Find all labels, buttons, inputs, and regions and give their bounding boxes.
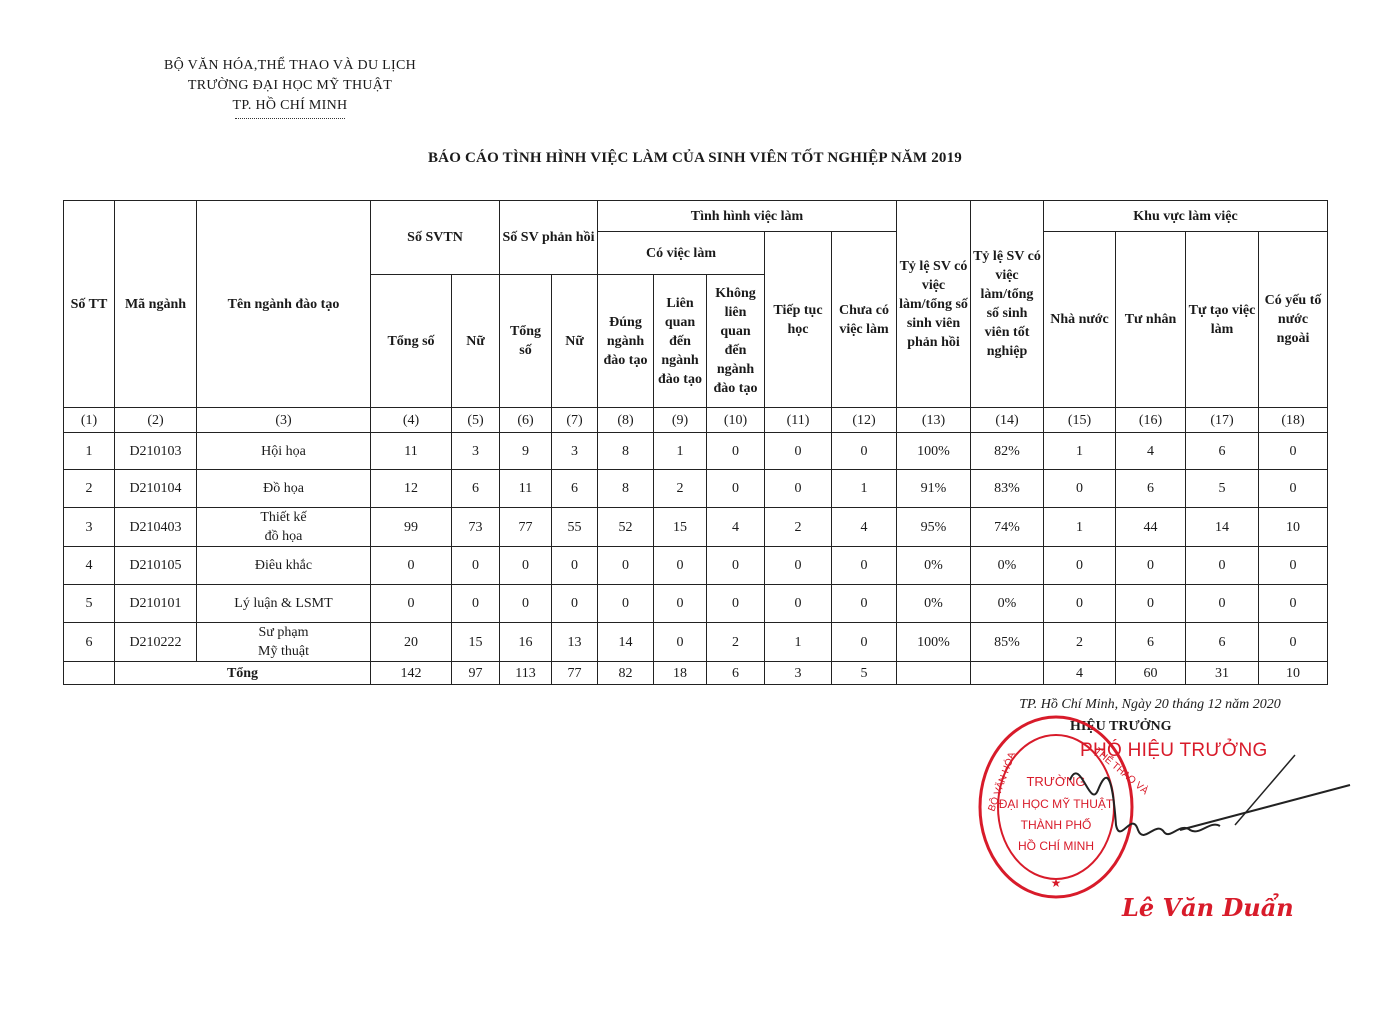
row-cell-stt: 5: [64, 585, 115, 623]
total-row: [64, 662, 1328, 685]
row-cell-ma: D210104: [115, 470, 197, 508]
row-cell-c6: 77: [500, 508, 552, 547]
total-c8: 82: [598, 662, 654, 685]
major-name-line2: Mỹ thuật: [258, 644, 309, 659]
row-major-name: [197, 508, 371, 547]
header-nha-nuoc: Nhà nước: [1044, 232, 1116, 408]
row-cell-c18: 0: [1259, 433, 1328, 470]
row-cell-c9: 2: [654, 470, 707, 508]
row-cell-c8: 0: [598, 585, 654, 623]
row-cell-c13: 100%: [897, 433, 971, 470]
table-row: [64, 585, 1328, 623]
total-c15: 4: [1044, 662, 1116, 685]
total-c6: 113: [500, 662, 552, 685]
handwritten-signature-icon: [1060, 750, 1360, 890]
row-cell-c17: 6: [1186, 433, 1259, 470]
row-major-name: [197, 547, 371, 585]
header-ten-nganh: Tên ngành đào tạo: [197, 201, 371, 408]
row-major-name: [197, 470, 371, 508]
school-name: TRƯỜNG ĐẠI HỌC MỸ THUẬT: [187, 78, 393, 93]
total-c17: 31: [1186, 662, 1259, 685]
row-cell-c9: 0: [654, 623, 707, 662]
total-c18: 10: [1259, 662, 1328, 685]
signature-date: TP. Hồ Chí Minh, Ngày 20 tháng 12 năm 2020: [1019, 697, 1281, 712]
svg-text:TRƯỜNG: TRƯỜNG: [1026, 774, 1086, 789]
header-so-sv-phan-hoi: Số SV phản hồi: [500, 201, 598, 275]
signer-name: Lê Văn Duẩn: [1122, 893, 1294, 922]
svg-text:★: ★: [1050, 876, 1062, 890]
row-cell-c8: 0: [598, 547, 654, 585]
row-cell-ma: D210103: [115, 433, 197, 470]
row-major-name: [197, 585, 371, 623]
row-cell-c13: 100%: [897, 623, 971, 662]
row-cell-c15: 1: [1044, 508, 1116, 547]
row-cell-c17: 5: [1186, 470, 1259, 508]
major-name-line1: Lý luận & LSMT: [234, 596, 333, 611]
row-cell-c12: 0: [832, 585, 897, 623]
row-cell-c12: 4: [832, 508, 897, 547]
total-c5: 97: [452, 662, 500, 685]
header-svtn-nu: Nữ: [452, 275, 500, 408]
header-tinh-hinh-viec-lam: Tình hình việc làm: [598, 201, 897, 232]
row-cell-c11: 0: [765, 470, 832, 508]
row-cell-c15: 0: [1044, 470, 1116, 508]
row-cell-c4: 0: [371, 585, 452, 623]
major-name-line2: đồ họa: [264, 529, 303, 544]
row-cell-c13: 0%: [897, 585, 971, 623]
svg-text:THÀNH PHỐ: THÀNH PHỐ: [1020, 818, 1092, 832]
row-cell-c5: 73: [452, 508, 500, 547]
row-cell-c17: 0: [1186, 585, 1259, 623]
column-number: (11): [765, 408, 832, 433]
header-tu-tao-viec-lam: Tự tạo việc làm: [1186, 232, 1259, 408]
data-rows: [64, 433, 1328, 662]
row-cell-c14: 83%: [971, 470, 1044, 508]
header-khu-vuc-lam-viec: Khu vực làm việc: [1044, 201, 1328, 232]
row-cell-stt: 3: [64, 508, 115, 547]
major-name-line1: Đồ họa: [263, 481, 304, 496]
table-row: [64, 470, 1328, 508]
header-so-svtn: Số SVTN: [371, 201, 500, 275]
row-cell-c14: 0%: [971, 547, 1044, 585]
table-row: [64, 623, 1328, 662]
header-ma-nganh: Mã ngành: [115, 201, 197, 408]
row-cell-c5: 3: [452, 433, 500, 470]
row-cell-c14: 74%: [971, 508, 1044, 547]
column-number: (1): [64, 408, 115, 433]
row-cell-c17: 0: [1186, 547, 1259, 585]
row-cell-c5: 0: [452, 547, 500, 585]
row-cell-ma: D210101: [115, 585, 197, 623]
row-cell-c16: 0: [1116, 547, 1186, 585]
row-cell-c9: 0: [654, 547, 707, 585]
row-cell-c10: 0: [707, 547, 765, 585]
row-cell-c15: 0: [1044, 547, 1116, 585]
row-cell-c8: 8: [598, 470, 654, 508]
column-number: (7): [552, 408, 598, 433]
column-number: (6): [500, 408, 552, 433]
row-cell-c9: 1: [654, 433, 707, 470]
row-cell-c13: 0%: [897, 547, 971, 585]
row-cell-c6: 0: [500, 585, 552, 623]
total-c4: 142: [371, 662, 452, 685]
row-cell-c7: 0: [552, 585, 598, 623]
row-cell-c12: 0: [832, 433, 897, 470]
column-number: (15): [1044, 408, 1116, 433]
total-c10: 6: [707, 662, 765, 685]
row-cell-c16: 0: [1116, 585, 1186, 623]
column-number: (10): [707, 408, 765, 433]
row-cell-c16: 44: [1116, 508, 1186, 547]
row-cell-c16: 6: [1116, 470, 1186, 508]
table-row: [64, 508, 1328, 547]
svg-text:THỂ THAO VÀ: THỂ THAO VÀ: [1092, 745, 1151, 798]
column-number: (4): [371, 408, 452, 433]
row-cell-c7: 0: [552, 547, 598, 585]
svg-text:ĐẠI HỌC MỸ THUẬT: ĐẠI HỌC MỸ THUẬT: [998, 797, 1114, 811]
header-divider: [235, 118, 345, 119]
row-cell-c14: 85%: [971, 623, 1044, 662]
row-cell-c5: 0: [452, 585, 500, 623]
header-tiep-tuc-hoc: Tiếp tục học: [765, 232, 832, 408]
ministry-name: BỘ VĂN HÓA,THỂ THAO VÀ DU LỊCH: [163, 58, 417, 73]
total-c12: 5: [832, 662, 897, 685]
row-cell-c4: 0: [371, 547, 452, 585]
row-cell-c14: 82%: [971, 433, 1044, 470]
row-cell-c18: 0: [1259, 470, 1328, 508]
major-name-line1: Điêu khắc: [254, 558, 313, 573]
total-c13: [897, 662, 971, 685]
header-yeu-to-nuoc-ngoai: Có yếu tố nước ngoài: [1259, 232, 1328, 408]
row-cell-c15: 0: [1044, 585, 1116, 623]
header-dung-nganh: Đúng ngành đào tạo: [598, 275, 654, 408]
row-cell-c8: 8: [598, 433, 654, 470]
svg-text:HỒ CHÍ MINH: HỒ CHÍ MINH: [1018, 839, 1094, 853]
row-cell-c11: 0: [765, 547, 832, 585]
row-cell-c17: 14: [1186, 508, 1259, 547]
row-cell-c4: 11: [371, 433, 452, 470]
row-cell-stt: 6: [64, 623, 115, 662]
header-ty-le-phan-hoi: Tỷ lệ SV có việc làm/tổng số sinh viên phản hồi: [897, 201, 971, 408]
total-c11: 3: [765, 662, 832, 685]
column-number: (14): [971, 408, 1044, 433]
row-cell-c5: 15: [452, 623, 500, 662]
row-cell-ma: D210105: [115, 547, 197, 585]
column-number: (3): [197, 408, 371, 433]
column-number: (2): [115, 408, 197, 433]
row-cell-c10: 4: [707, 508, 765, 547]
row-cell-c12: 0: [832, 623, 897, 662]
major-name-line1: Thiết kế: [260, 510, 307, 525]
row-cell-c16: 4: [1116, 433, 1186, 470]
row-cell-c13: 91%: [897, 470, 971, 508]
header-chua-co-viec: Chưa có việc làm: [832, 232, 897, 408]
row-cell-ma: D210222: [115, 623, 197, 662]
row-major-name: [197, 623, 371, 662]
row-cell-c11: 0: [765, 433, 832, 470]
row-cell-c7: 13: [552, 623, 598, 662]
row-cell-c6: 9: [500, 433, 552, 470]
table-row: [64, 433, 1328, 470]
header-stt: Số TT: [64, 201, 115, 408]
major-name-line1: Hội họa: [261, 443, 306, 459]
row-cell-c17: 6: [1186, 623, 1259, 662]
total-c16: 60: [1116, 662, 1186, 685]
row-cell-c6: 11: [500, 470, 552, 508]
column-number: (9): [654, 408, 707, 433]
table-row: [64, 547, 1328, 585]
header-svtn-tong: Tổng số: [371, 275, 452, 408]
row-cell-c9: 0: [654, 585, 707, 623]
row-cell-c10: 0: [707, 433, 765, 470]
column-number: (8): [598, 408, 654, 433]
total-c14: [971, 662, 1044, 685]
column-number: (5): [452, 408, 500, 433]
column-number: (17): [1186, 408, 1259, 433]
row-cell-c18: 0: [1259, 623, 1328, 662]
row-cell-c10: 0: [707, 470, 765, 508]
row-cell-c15: 1: [1044, 433, 1116, 470]
row-cell-c7: 55: [552, 508, 598, 547]
row-cell-c13: 95%: [897, 508, 971, 547]
column-number-row: [64, 408, 1328, 433]
column-number: (13): [897, 408, 971, 433]
header-co-viec-lam: Có việc làm: [598, 232, 765, 275]
row-cell-c12: 1: [832, 470, 897, 508]
header-phanhoi-nu: Nữ: [552, 275, 598, 408]
row-cell-c4: 12: [371, 470, 452, 508]
column-number: (12): [832, 408, 897, 433]
header-lien-quan: Liên quan đến ngành đào tạo: [654, 275, 707, 408]
row-cell-c11: 2: [765, 508, 832, 547]
column-number: (16): [1116, 408, 1186, 433]
row-cell-c18: 0: [1259, 547, 1328, 585]
total-label: Tổng: [115, 662, 371, 685]
header-tu-nhan: Tư nhân: [1116, 232, 1186, 408]
row-cell-c5: 6: [452, 470, 500, 508]
school-city: TP. HỒ CHÍ MINH: [232, 98, 348, 113]
row-cell-c14: 0%: [971, 585, 1044, 623]
row-cell-c6: 0: [500, 547, 552, 585]
major-name-line1: Sư phạm: [258, 625, 309, 640]
row-cell-c10: 2: [707, 623, 765, 662]
employment-report-table: [63, 200, 1328, 685]
header-khong-lien-quan: Không liên quan đến ngành đào tạo: [707, 275, 765, 408]
row-cell-stt: 2: [64, 470, 115, 508]
header-phanhoi-tong: Tổng số: [500, 275, 552, 408]
row-cell-c15: 2: [1044, 623, 1116, 662]
row-cell-c18: 10: [1259, 508, 1328, 547]
total-c9: 18: [654, 662, 707, 685]
signature-role-vice-principal: PHÓ HIỆU TRƯỞNG: [1080, 740, 1268, 761]
row-cell-c6: 16: [500, 623, 552, 662]
row-cell-c4: 99: [371, 508, 452, 547]
row-cell-stt: 4: [64, 547, 115, 585]
row-cell-c8: 14: [598, 623, 654, 662]
row-cell-c18: 0: [1259, 585, 1328, 623]
total-c7: 77: [552, 662, 598, 685]
header-ty-le-tot-nghiep: Tỷ lệ SV có việc làm/tổng số sinh viên tốt nghiệp: [971, 201, 1044, 408]
column-number: (18): [1259, 408, 1328, 433]
row-cell-stt: 1: [64, 433, 115, 470]
document-header: [120, 56, 460, 119]
row-cell-c9: 15: [654, 508, 707, 547]
row-cell-c4: 20: [371, 623, 452, 662]
row-cell-c8: 52: [598, 508, 654, 547]
row-cell-c12: 0: [832, 547, 897, 585]
row-major-name: [197, 433, 371, 470]
signature-role-principal: HIỆU TRƯỞNG: [1070, 719, 1172, 734]
row-cell-c11: 0: [765, 585, 832, 623]
row-cell-c7: 3: [552, 433, 598, 470]
row-cell-c16: 6: [1116, 623, 1186, 662]
row-cell-c10: 0: [707, 585, 765, 623]
row-cell-c11: 1: [765, 623, 832, 662]
report-title: BÁO CÁO TÌNH HÌNH VIỆC LÀM CỦA SINH VIÊN TỐT NGHIỆP NĂM 2019: [427, 150, 963, 166]
svg-text:BỘ VĂN HÓA: BỘ VĂN HÓA: [986, 750, 1019, 814]
row-cell-c7: 6: [552, 470, 598, 508]
row-cell-ma: D210403: [115, 508, 197, 547]
